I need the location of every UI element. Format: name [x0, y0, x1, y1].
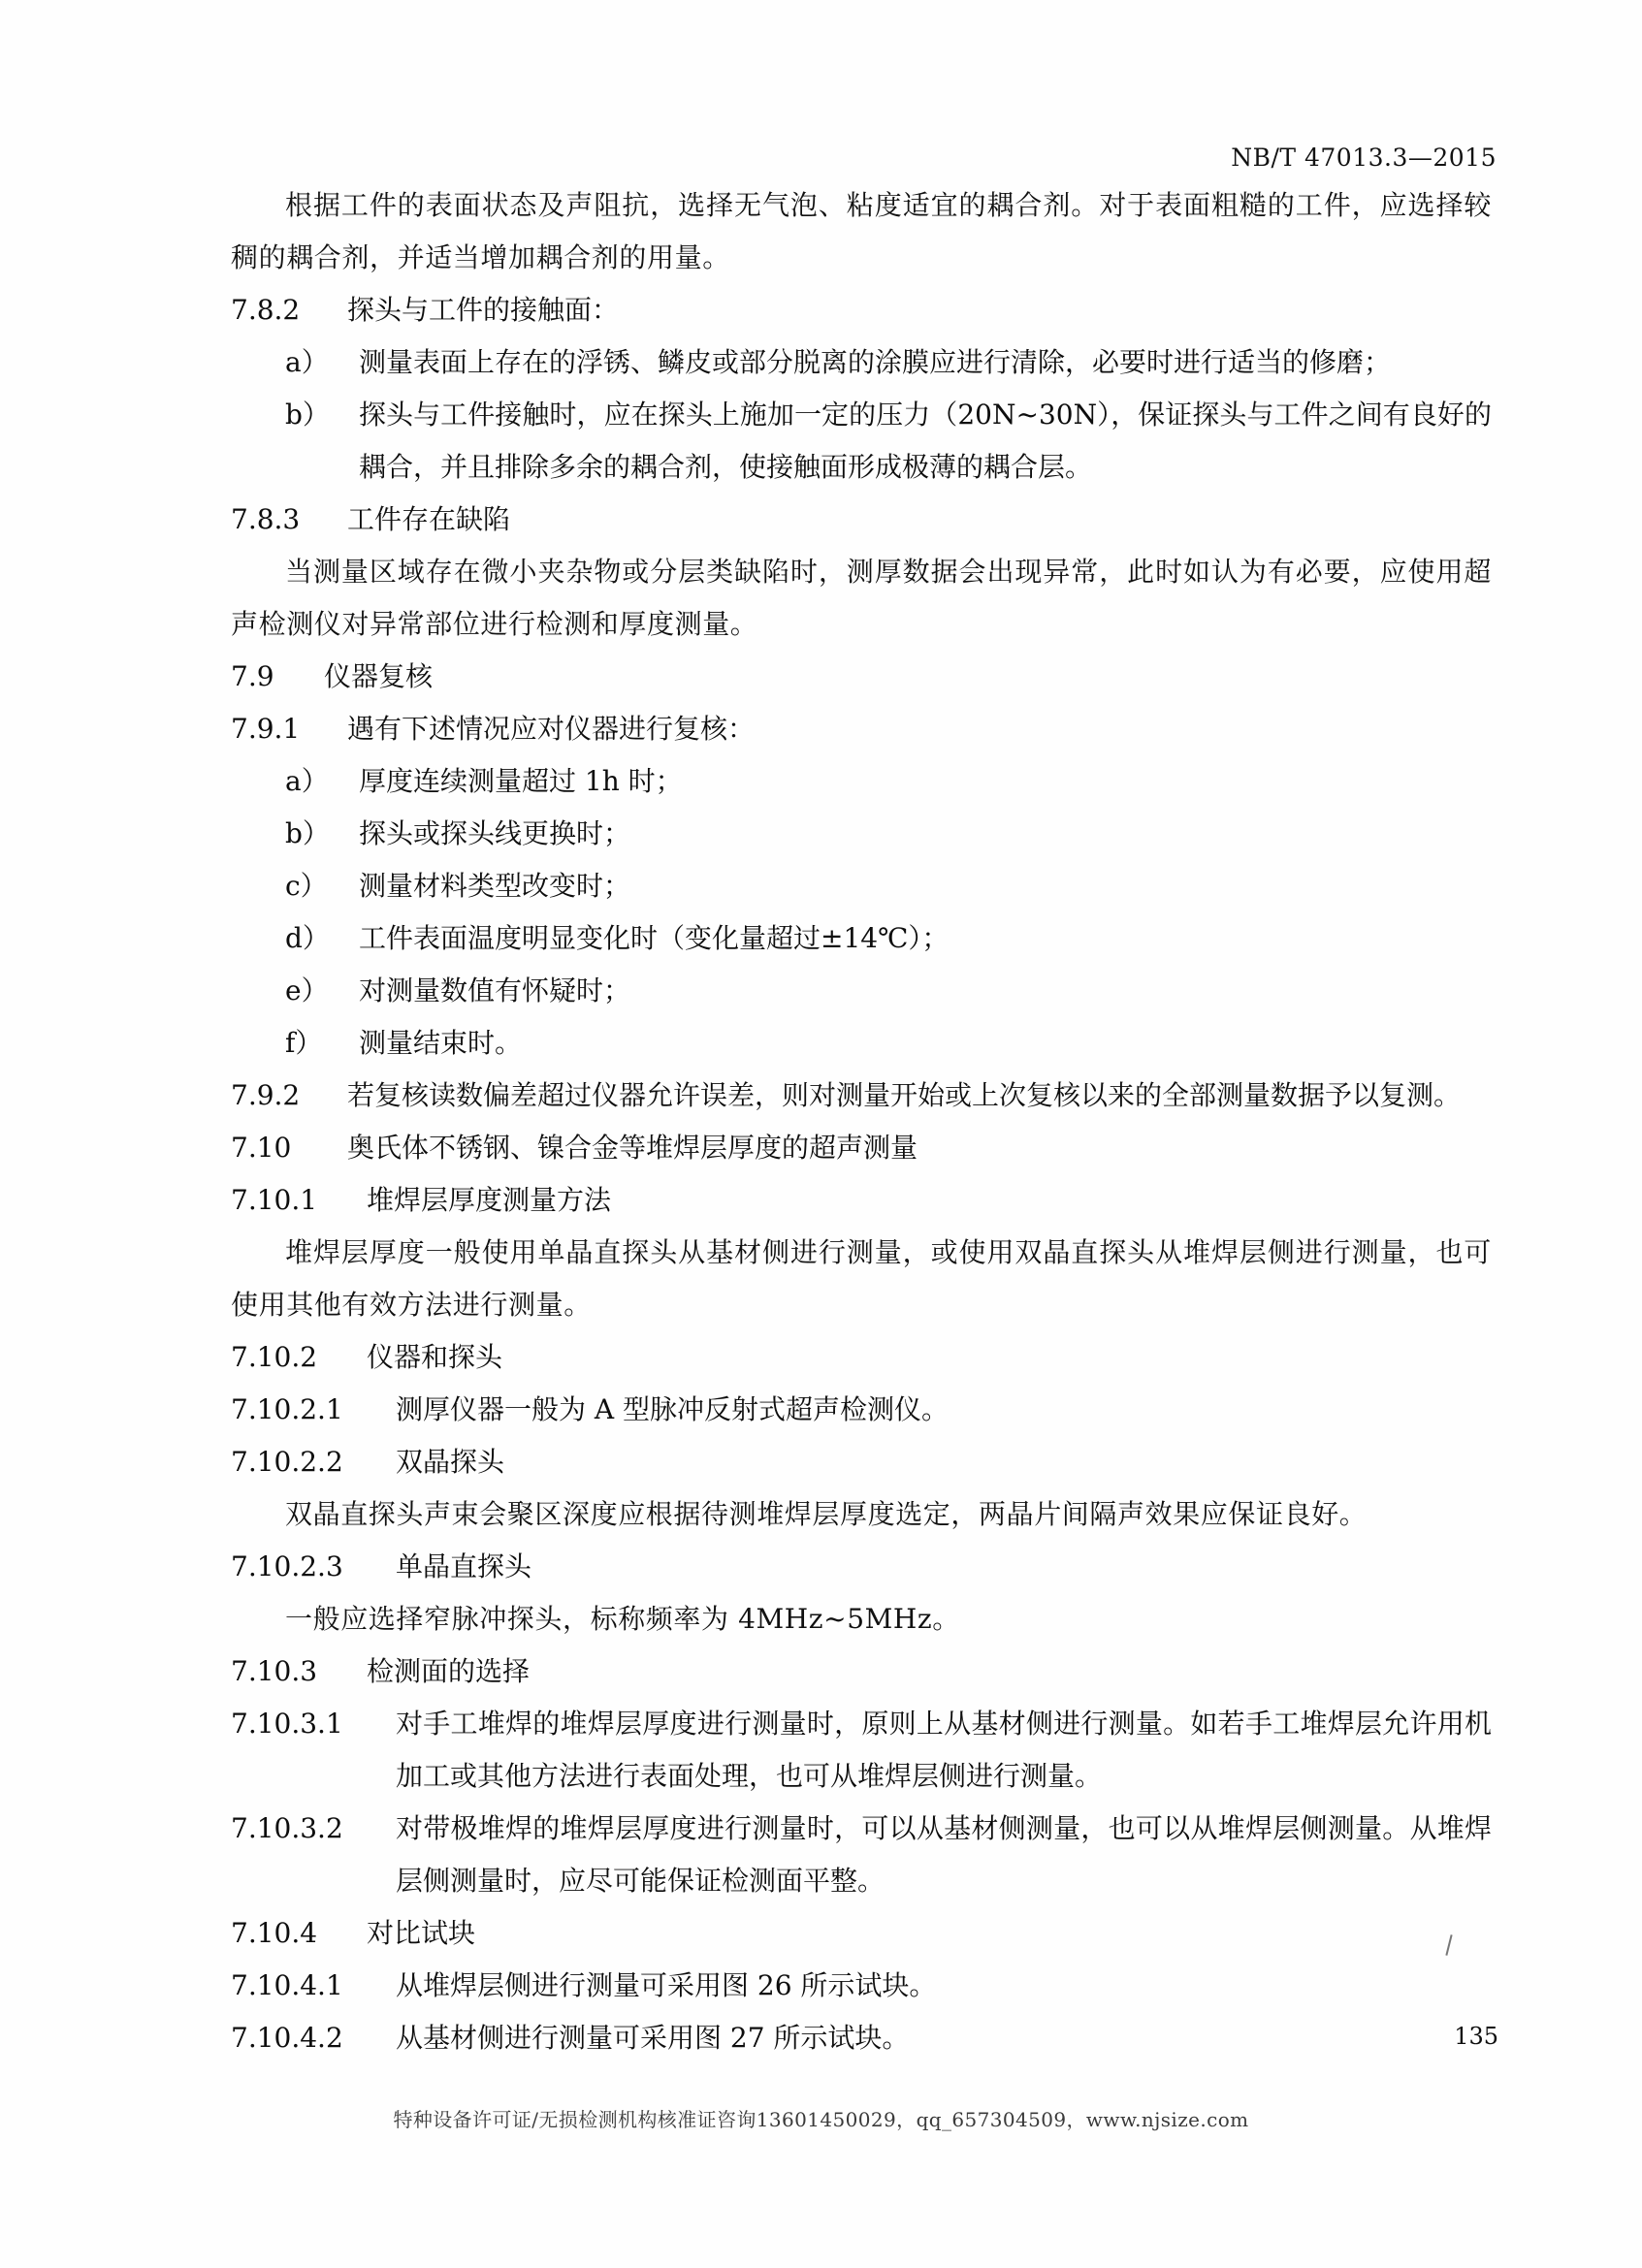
clause-7-10-2-1 [231, 1384, 1492, 1436]
clause-7-10-2-3-paragraph: 一般应选择窄脉冲探头，标称频率为 4MHz~5MHz。 [285, 1603, 960, 1635]
list-marker: c） [285, 870, 328, 902]
list-text: 探头与工件接触时，应在探头上施加一定的压力（20N~30N），保证探头与工件之间有良好的耦合，并且排除多余的耦合剂，使接触面形成极薄的耦合层。 [359, 399, 1492, 483]
list-item [231, 808, 1492, 860]
clause-title: 若复核读数偏差超过仪器允许误差，则对测量开始或上次复核以来的全部测量数据予以复测。 [347, 1079, 1462, 1111]
clause-number: 7.10.3.2 [231, 1812, 343, 1844]
list-marker: d） [285, 922, 330, 954]
list-item [231, 912, 1492, 965]
clause-7-10-3-2 [231, 1803, 1492, 1907]
clause-7-10-1 [231, 1174, 1492, 1227]
clause-title: 工件存在缺陷 [347, 503, 511, 535]
list-text: 测量材料类型改变时； [359, 870, 631, 902]
clause-number: 7.10.2.2 [231, 1446, 343, 1478]
clause-7-10-2-2 [231, 1436, 1492, 1488]
list-text: 工件表面温度明显变化时（变化量超过±14℃）； [359, 922, 950, 954]
list-item [231, 965, 1492, 1017]
clause-7-8-3-paragraph: 当测量区域存在微小夹杂物或分层类缺陷时，测厚数据会出现异常，此时如认为有必要，应使用超声检测仪对异常部位进行检测和厚度测量。 [231, 556, 1492, 640]
clause-number: 7.8.2 [231, 294, 301, 326]
clause-title: 单晶直探头 [396, 1550, 532, 1582]
clause-7-9-1 [231, 703, 1492, 755]
list-text: 对测量数值有怀疑时； [359, 974, 631, 1006]
clause-number: 7.9.1 [231, 713, 301, 745]
clause-7-10-2 [231, 1331, 1492, 1384]
list-item [231, 336, 1492, 389]
list-item [231, 389, 1492, 494]
footer-watermark: 特种设备许可证/无损检测机构核准证咨询13601450029，qq_657304509，www.njsize.com [393, 2108, 1249, 2131]
list-item [231, 1017, 1492, 1070]
clause-number: 7.10.2.1 [231, 1393, 343, 1425]
page-header-standard-code: NB/T 47013.3—2015 [1231, 144, 1497, 172]
list-item [231, 755, 1492, 808]
clause-title: 检测面的选择 [367, 1655, 531, 1687]
list-marker: e） [285, 974, 329, 1006]
list-7-8-2 [231, 336, 1492, 494]
clause-title: 遇有下述情况应对仪器进行复核： [347, 713, 756, 745]
clause-title: 对比试块 [367, 1917, 476, 1949]
list-text: 厚度连续测量超过 1h 时； [359, 765, 683, 797]
list-marker: a） [285, 765, 329, 797]
list-marker: b） [285, 399, 330, 431]
clause-7-10-3-1 [231, 1698, 1492, 1803]
clause-title: 从堆焊层侧进行测量可采用图 26 所示试块。 [396, 1969, 937, 2001]
page-number: 135 [1454, 2023, 1498, 2050]
clause-title: 仪器复核 [324, 660, 434, 692]
document-body [231, 179, 1492, 2064]
clause-7-9-2 [231, 1070, 1492, 1122]
clause-number: 7.10.2.3 [231, 1550, 343, 1582]
clause-7-10-2-3 [231, 1541, 1492, 1593]
clause-title: 测厚仪器一般为 A 型脉冲反射式超声检测仪。 [396, 1393, 950, 1425]
clause-number: 7.10.4.2 [231, 2022, 343, 2054]
list-text: 测量表面上存在的浮锈、鳞皮或部分脱离的涂膜应进行清除，必要时进行适当的修磨； [359, 346, 1392, 378]
clause-title: 对带极堆焊的堆焊层厚度进行测量时，可以从基材侧测量，也可以从堆焊层侧测量。从堆焊层侧测量时，应尽可能保证检测面平整。 [396, 1812, 1492, 1897]
clause-7-10 [231, 1122, 1492, 1174]
clause-7-10-3 [231, 1645, 1492, 1698]
list-marker: f） [285, 1027, 323, 1059]
clause-7-8-3 [231, 494, 1492, 546]
clause-title: 探头与工件的接触面： [347, 294, 620, 326]
clause-title: 仪器和探头 [367, 1341, 503, 1373]
clause-number: 7.10.2 [231, 1341, 318, 1373]
clause-number: 7.10 [231, 1132, 292, 1164]
intro-paragraph: 根据工件的表面状态及声阻抗，选择无气泡、粘度适宜的耦合剂。对于表面粗糙的工件，应选择较稠的耦合剂，并适当增加耦合剂的用量。 [231, 189, 1492, 273]
clause-7-10-4-1 [231, 1960, 1492, 2012]
clause-7-10-2-2-paragraph: 双晶直探头声束会聚区深度应根据待测堆焊层厚度选定，两晶片间隔声效果应保证良好。 [285, 1498, 1368, 1530]
clause-title: 奥氏体不锈钢、镍合金等堆焊层厚度的超声测量 [347, 1132, 918, 1164]
clause-number: 7.10.3.1 [231, 1708, 343, 1740]
clause-title: 对手工堆焊的堆焊层厚度进行测量时，原则上从基材侧进行测量。如若手工堆焊层允许用机加工或其他方法进行表面处理，也可从堆焊层侧进行测量。 [396, 1708, 1492, 1792]
list-text: 测量结束时。 [359, 1027, 523, 1059]
clause-number: 7.10.4 [231, 1917, 318, 1949]
clause-7-10-4 [231, 1907, 1492, 1960]
clause-number: 7.10.3 [231, 1655, 318, 1687]
clause-number: 7.9.2 [231, 1079, 301, 1111]
clause-title: 双晶探头 [396, 1446, 505, 1478]
clause-title: 从基材侧进行测量可采用图 27 所示试块。 [396, 2022, 910, 2054]
clause-number: 7.10.4.1 [231, 1969, 343, 2001]
clause-number: 7.10.1 [231, 1184, 318, 1216]
clause-number: 7.8.3 [231, 503, 301, 535]
clause-7-8-2 [231, 284, 1492, 336]
clause-7-10-1-paragraph: 堆焊层厚度一般使用单晶直探头从基材侧进行测量，或使用双晶直探头从堆焊层侧进行测量，也可使用其他有效方法进行测量。 [231, 1236, 1492, 1321]
list-marker: b） [285, 817, 330, 849]
list-text: 探头或探头线更换时； [359, 817, 631, 849]
clause-7-10-4-2 [231, 2012, 1492, 2064]
list-marker: a） [285, 346, 329, 378]
clause-title: 堆焊层厚度测量方法 [367, 1184, 612, 1216]
clause-number: 7.9 [231, 660, 274, 692]
clause-7-9 [231, 651, 1492, 703]
list-item [231, 860, 1492, 912]
list-7-9-1 [231, 755, 1492, 1070]
